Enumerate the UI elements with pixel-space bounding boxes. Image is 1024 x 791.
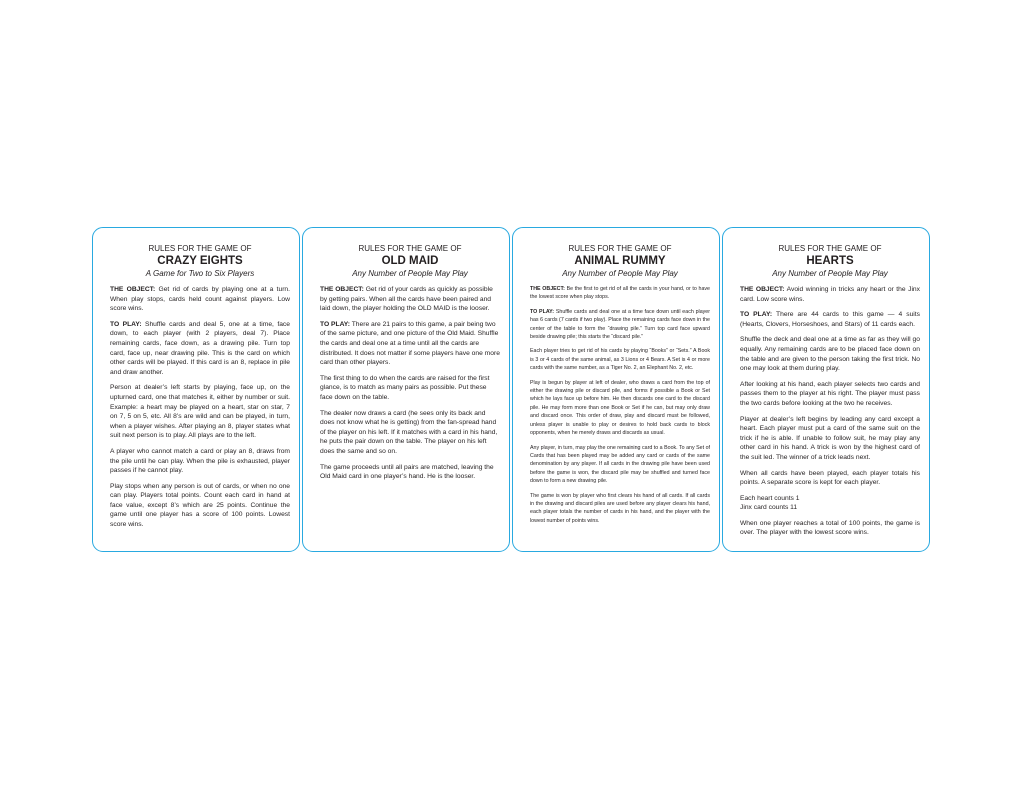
card-title: HEARTS: [806, 255, 854, 267]
rule-paragraph: [740, 494, 920, 513]
rule-text: Each heart counts 1 Jinx card counts 11: [740, 494, 800, 512]
card-pre-title: RULES FOR THE GAME OF: [148, 244, 252, 253]
rule-text: The first thing to do when the cards are raised for the first glance, is to match as many pairs as possible. Put these face down on the table.: [320, 374, 490, 401]
rule-text: There are 21 pairs to this game, a pair being two of the same picture, and one picture of the Old Maid. Shuffle the cards and deal one at a time until all the cards are distributed. It does not matter if some players have one more card than other players.: [320, 320, 500, 367]
rule-paragraph: [740, 335, 920, 373]
card-title: CRAZY EIGHTS: [157, 255, 243, 267]
card-title: ANIMAL RUMMY: [574, 255, 666, 267]
rule-text: Each player tries to get rid of his cards by playing “Books” or “Sets.” A Book is 3 or 4 cards of the same animal, as 3 Lions or 4 Bears. A Set is 4 or more cards with the same number, as a Tiger No. 2, an Elephant No. 2, etc.: [530, 348, 710, 372]
rules-card-old-maid: [302, 227, 510, 552]
rule-paragraph: [320, 374, 500, 403]
rules-card-hearts: [722, 227, 930, 552]
rule-paragraph: [320, 285, 500, 314]
rule-paragraph: [530, 444, 710, 486]
rule-text: Play stops when any person is out of cards, or when no one can play. Players total points. Count each card in hand at face value, except 8’s which are 25 points. Continue the game until one player has a score of 100 points. Lowest score wins.: [110, 482, 290, 529]
rule-paragraph: [740, 310, 920, 329]
rule-text: The game is won by player who first clears his hand of all cards. If all cards in the drawing and discard piles are used before any player clears his hand, each player totals the number of cards in his hand, and the player with the lowest number of points wins.: [530, 492, 710, 524]
rule-paragraph: [320, 320, 500, 368]
rule-label: THE OBJECT:: [530, 286, 565, 292]
card-pre-title: RULES FOR THE GAME OF: [568, 244, 672, 253]
rule-paragraph: [530, 347, 710, 372]
rule-paragraph: [740, 285, 920, 304]
rule-text: Shuffle the deck and deal one at a time as far as they will go equally. Any remaining cards are to be placed face down on the table and are given to the person taking the first trick. No one may look at them during play.: [740, 336, 920, 373]
rule-paragraph: [110, 482, 290, 530]
card-header: [530, 244, 710, 279]
rule-text: Shuffle cards and deal one at a time face down until each player has 6 cards (7 cards if two play). Place the remaining cards face down in the center of the table to form the “drawing pile.” Turn top card face upward beside drawing pile; this starts the “discard pile.”: [530, 308, 710, 341]
rule-text: After looking at his hand, each player selects two cards and passes them to the player at his right. The player must pass the two cards before looking at the two he receives.: [740, 380, 920, 407]
rule-paragraph: [110, 383, 290, 441]
rule-paragraph: [530, 379, 710, 438]
rule-text: Get rid of cards by playing one at a turn. When play stops, cards held count against players. Low score wins.: [110, 286, 290, 313]
rule-text: When one player reaches a total of 100 points, the game is over. The player with the lowest score wins.: [740, 519, 920, 537]
rule-paragraph: [110, 447, 290, 476]
card-subtitle: Any Number of People May Play: [772, 269, 888, 278]
rule-text: Person at dealer’s left starts by playing, face up, on the upturned card, one that matches it, either by number or suit. Example: a heart may be played on a heart, star on star, 7 on 7, 5 on 5, etc. All 8’s are wild and can be played, in turn, when a player wishes. After playing an 8, player states what suit next person is to play. All plays are to the left.: [110, 384, 290, 440]
rule-paragraph: [740, 380, 920, 409]
card-subtitle: Any Number of People May Play: [352, 269, 468, 278]
rule-label: TO PLAY:: [740, 311, 773, 319]
rule-paragraph: [320, 409, 500, 457]
rule-label: THE OBJECT:: [740, 286, 785, 293]
rule-paragraph: [740, 415, 920, 463]
rules-card-animal-rummy: [512, 227, 720, 552]
rule-text: Avoid winning in tricks any heart or the Jinx card. Low score wins.: [740, 286, 920, 303]
card-pre-title: RULES FOR THE GAME OF: [358, 244, 462, 253]
card-header: [320, 244, 500, 279]
rule-label: THE OBJECT:: [320, 286, 364, 293]
rule-text: Get rid of your cards as quickly as possible by getting pairs. When all the cards have been paired and laid down, the player holding the OLD MAID is the looser.: [320, 286, 493, 313]
card-subtitle: Any Number of People May Play: [562, 269, 678, 278]
card-subtitle: A Game for Two to Six Players: [145, 269, 255, 278]
rule-paragraph: [320, 463, 500, 482]
rule-paragraph: [530, 285, 710, 302]
rule-text: Player at dealer’s left begins by leading any card except a heart. Each player must put a card of the same suit on the trick if he is able. If unable to follow suit, he may play any other card in his hand. A trick is won by the highest card of the suit led. The winner of a trick leads next.: [740, 415, 920, 461]
rule-paragraph: [530, 308, 710, 342]
rule-paragraph: [740, 469, 920, 488]
rule-label: TO PLAY:: [110, 320, 142, 328]
rule-text: Play is begun by player at left of dealer, who draws a card from the top of either the drawing pile or discard pile, and forms if possible a Book or Set which he lays face up before him. He then discards one card to the discard pile. He may form more than one Book or Set if he can, but may only draw and discard once. This order of draw, play and discard must be followed, unless player is unable to play or desires to hold back cards to block opponents, when he merely draws and discards as usual.: [530, 379, 710, 437]
card-header: [110, 244, 290, 279]
rule-label: TO PLAY:: [530, 308, 555, 315]
rule-text: When all cards have been played, each player totals his points. A separate score is kept for each player.: [740, 469, 920, 487]
rule-paragraph: [110, 285, 290, 314]
rule-text: The game proceeds until all pairs are matched, leaving the Old Maid card in one player’s hand. He is the looser.: [320, 463, 494, 481]
card-title: OLD MAID: [381, 255, 439, 267]
rule-text: The dealer now draws a card (he sees only its back and does not know what he is getting) from the fan-spread hand of the player on his left. If it matches with a card in his hand, he puts the pair down on the table. The player on his left does the same and so on.: [320, 409, 498, 455]
rules-card-crazy-eights: [92, 227, 300, 552]
rule-label: TO PLAY:: [320, 320, 350, 328]
card-header: [740, 244, 920, 279]
rule-paragraph: [110, 320, 290, 378]
rule-label: THE OBJECT:: [110, 286, 156, 293]
rule-text: Be the first to get rid of all the cards in your hand, or to have the lowest score when play stops.: [530, 286, 711, 301]
card-pre-title: RULES FOR THE GAME OF: [778, 244, 882, 253]
rule-text: There are 44 cards to this game — 4 suits (Hearts, Clovers, Horseshoes, and Stars) of 11 cards each.: [740, 311, 920, 328]
rule-cards: [92, 227, 932, 554]
rule-paragraph: [740, 519, 920, 538]
rule-text: Shuffle cards and deal 5, one at a time, face down, to each player (with 2 players, deal 7). Place remaining cards, face down, as a drawing pile. Turn top card, face up, near drawing pile. This is the card on which other cards will be played. If this card is an 8, replace in pile and draw another.: [110, 320, 290, 376]
rule-paragraph: [530, 492, 710, 526]
rule-text: Any player, in turn, may play the one remaining card to a Book. To any Set of Cards that has been played may be added any card or cards of the same denomination by any player. If all cards in the drawing pile have been used before the game is won, the discard pile may be shuffled and turned face down to form a new drawing pile.: [530, 444, 710, 485]
rule-text: A player who cannot match a card or play an 8, draws from the pile until he can play. When the pile is exhausted, player passes if he cannot play.: [110, 447, 290, 475]
